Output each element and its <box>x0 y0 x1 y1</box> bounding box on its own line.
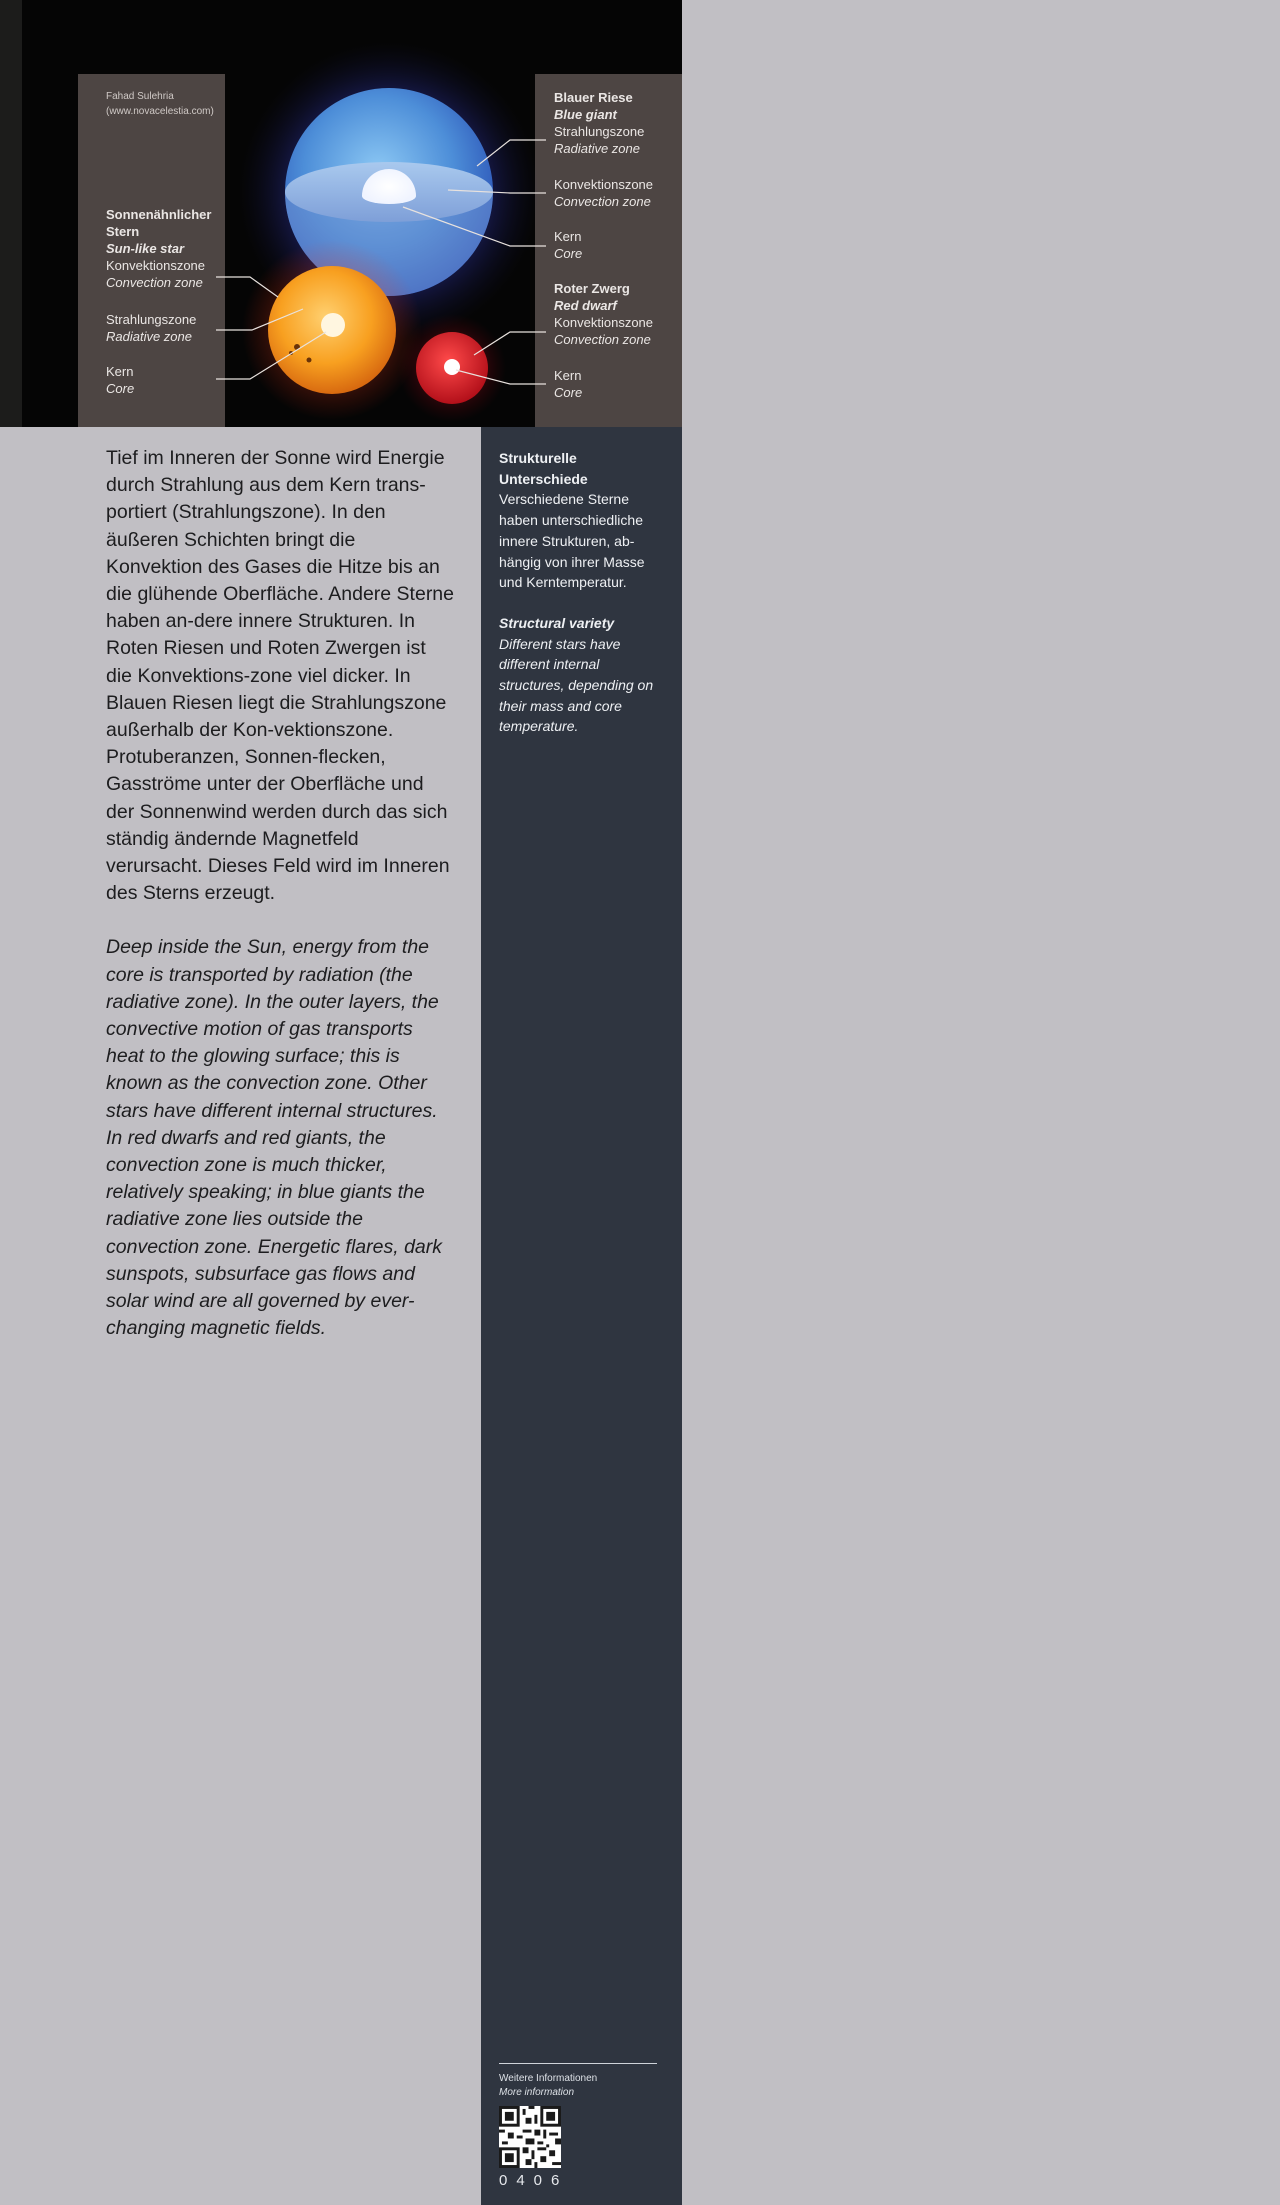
blue-giant-core-label <box>554 228 582 262</box>
credit-url: (www.novacelestia.com) <box>106 106 214 117</box>
sun-like-convection-de: Konvektionszone <box>106 258 206 273</box>
main-paragraph-en: Deep inside the Sun, energy from the core is transported by radiation (the radiative zone). In the outer layers, the convective motion of gas transports heat to the glowing surface; this is known as the convection zone. Other stars have different internal structures. In red dwarfs and red giants, the convection zone is much thicker, relatively speaking; in blue giants the radiative zone lies outside the convection zone. Energetic flares, dark sunspots, subsurface gas flows and solar wind are all governed by ever-changing magnetic fields. <box>106 936 443 1340</box>
sidebar-title-de: Strukturelle Unterschiede <box>499 450 588 487</box>
blue-giant-convection-de: Konvektionszone <box>554 177 654 192</box>
red-dwarf-title-en: Red dwarf <box>554 298 617 313</box>
sidebar <box>481 427 682 2205</box>
stars-graphic <box>0 0 682 427</box>
more-information-de: Weitere Informationen <box>499 2073 598 2084</box>
sunspot <box>307 358 312 363</box>
red-dwarf-convection-en: Convection zone <box>554 332 651 347</box>
blue-giant-radiative-de: Strahlungszone <box>554 124 645 139</box>
sidebar-title-en: Structural variety <box>499 614 615 631</box>
sun-like-title-en: Sun-like star <box>106 241 185 256</box>
main-text <box>106 445 456 1370</box>
sun-like-title-de: Sonnenähnlicher Stern <box>106 207 212 239</box>
blue-giant-core-en: Core <box>554 246 583 261</box>
sun-like-title <box>106 206 221 291</box>
sidebar-text-de: Verschiedene Sterne haben unterschiedliche innere Strukturen, ab-hängig von ihrer Masse und Kerntemperatur. <box>499 491 645 591</box>
blue-giant-radiative-en: Radiative zone <box>554 141 640 156</box>
sun-like-radiative-de: Strahlungszone <box>106 312 197 327</box>
blue-giant-convection-en: Convection zone <box>554 194 651 209</box>
star-structure-illustration <box>0 0 682 427</box>
credit-name: Fahad Sulehria <box>106 91 174 102</box>
exhibit-code: 0406 <box>499 2172 569 2189</box>
blue-giant-convection-label <box>554 176 653 210</box>
red-dwarf-title <box>554 280 653 348</box>
sun-like-radiative-label <box>106 311 196 345</box>
sidebar-text-en: Different stars have different internal structures, depending on their mass and core temperature. <box>499 635 654 735</box>
red-dwarf-core <box>444 359 460 375</box>
red-dwarf-title-de: Roter Zwerg <box>554 281 630 296</box>
main-paragraph-de: Tief im Inneren der Sonne wird Energie durch Strahlung aus dem Kern trans-portiert (Strahlungszone). In den äußeren Schichten bringt die Konvektion des Gases die Hitze bis an die glühende Oberfläche. Andere Sterne haben an-dere innere Strukturen. In Roten Riesen und Roten Zwergen ist die Konvektions-zone viel dicker. In Blauen Riesen liegt die Strahlungszone außerhalb der Kon-vektionszone. Protuberanzen, Sonnen-flecken, Gasströme unter der Oberfläche und der Sonnenwind werden durch das sich ständig ändernde Magnetfeld verursacht. Dieses Feld wird im Inneren des Sterns erzeugt. <box>106 447 455 905</box>
red-dwarf-core-en: Core <box>554 385 583 400</box>
blue-giant-core-de: Kern <box>554 229 582 244</box>
sun-like-core-de: Kern <box>106 364 134 379</box>
more-information-en: More information <box>499 2087 575 2098</box>
blue-giant-title-en: Blue giant <box>554 107 617 122</box>
blue-giant-title <box>554 89 644 157</box>
red-dwarf-core-label <box>554 367 582 401</box>
sun-like-radiative-en: Radiative zone <box>106 329 192 344</box>
sun-like-convection-en: Convection zone <box>106 275 203 290</box>
image-credit <box>106 89 214 119</box>
red-dwarf-core-de: Kern <box>554 368 582 383</box>
more-information <box>499 2063 657 2100</box>
sun-like-core-en: Core <box>106 381 135 396</box>
sidebar-text <box>499 448 659 757</box>
blue-giant-title-de: Blauer Riese <box>554 90 633 105</box>
sun-like-core-label <box>106 363 134 397</box>
red-dwarf-convection-de: Konvektionszone <box>554 315 654 330</box>
qr-code-icon[interactable] <box>499 2106 561 2168</box>
